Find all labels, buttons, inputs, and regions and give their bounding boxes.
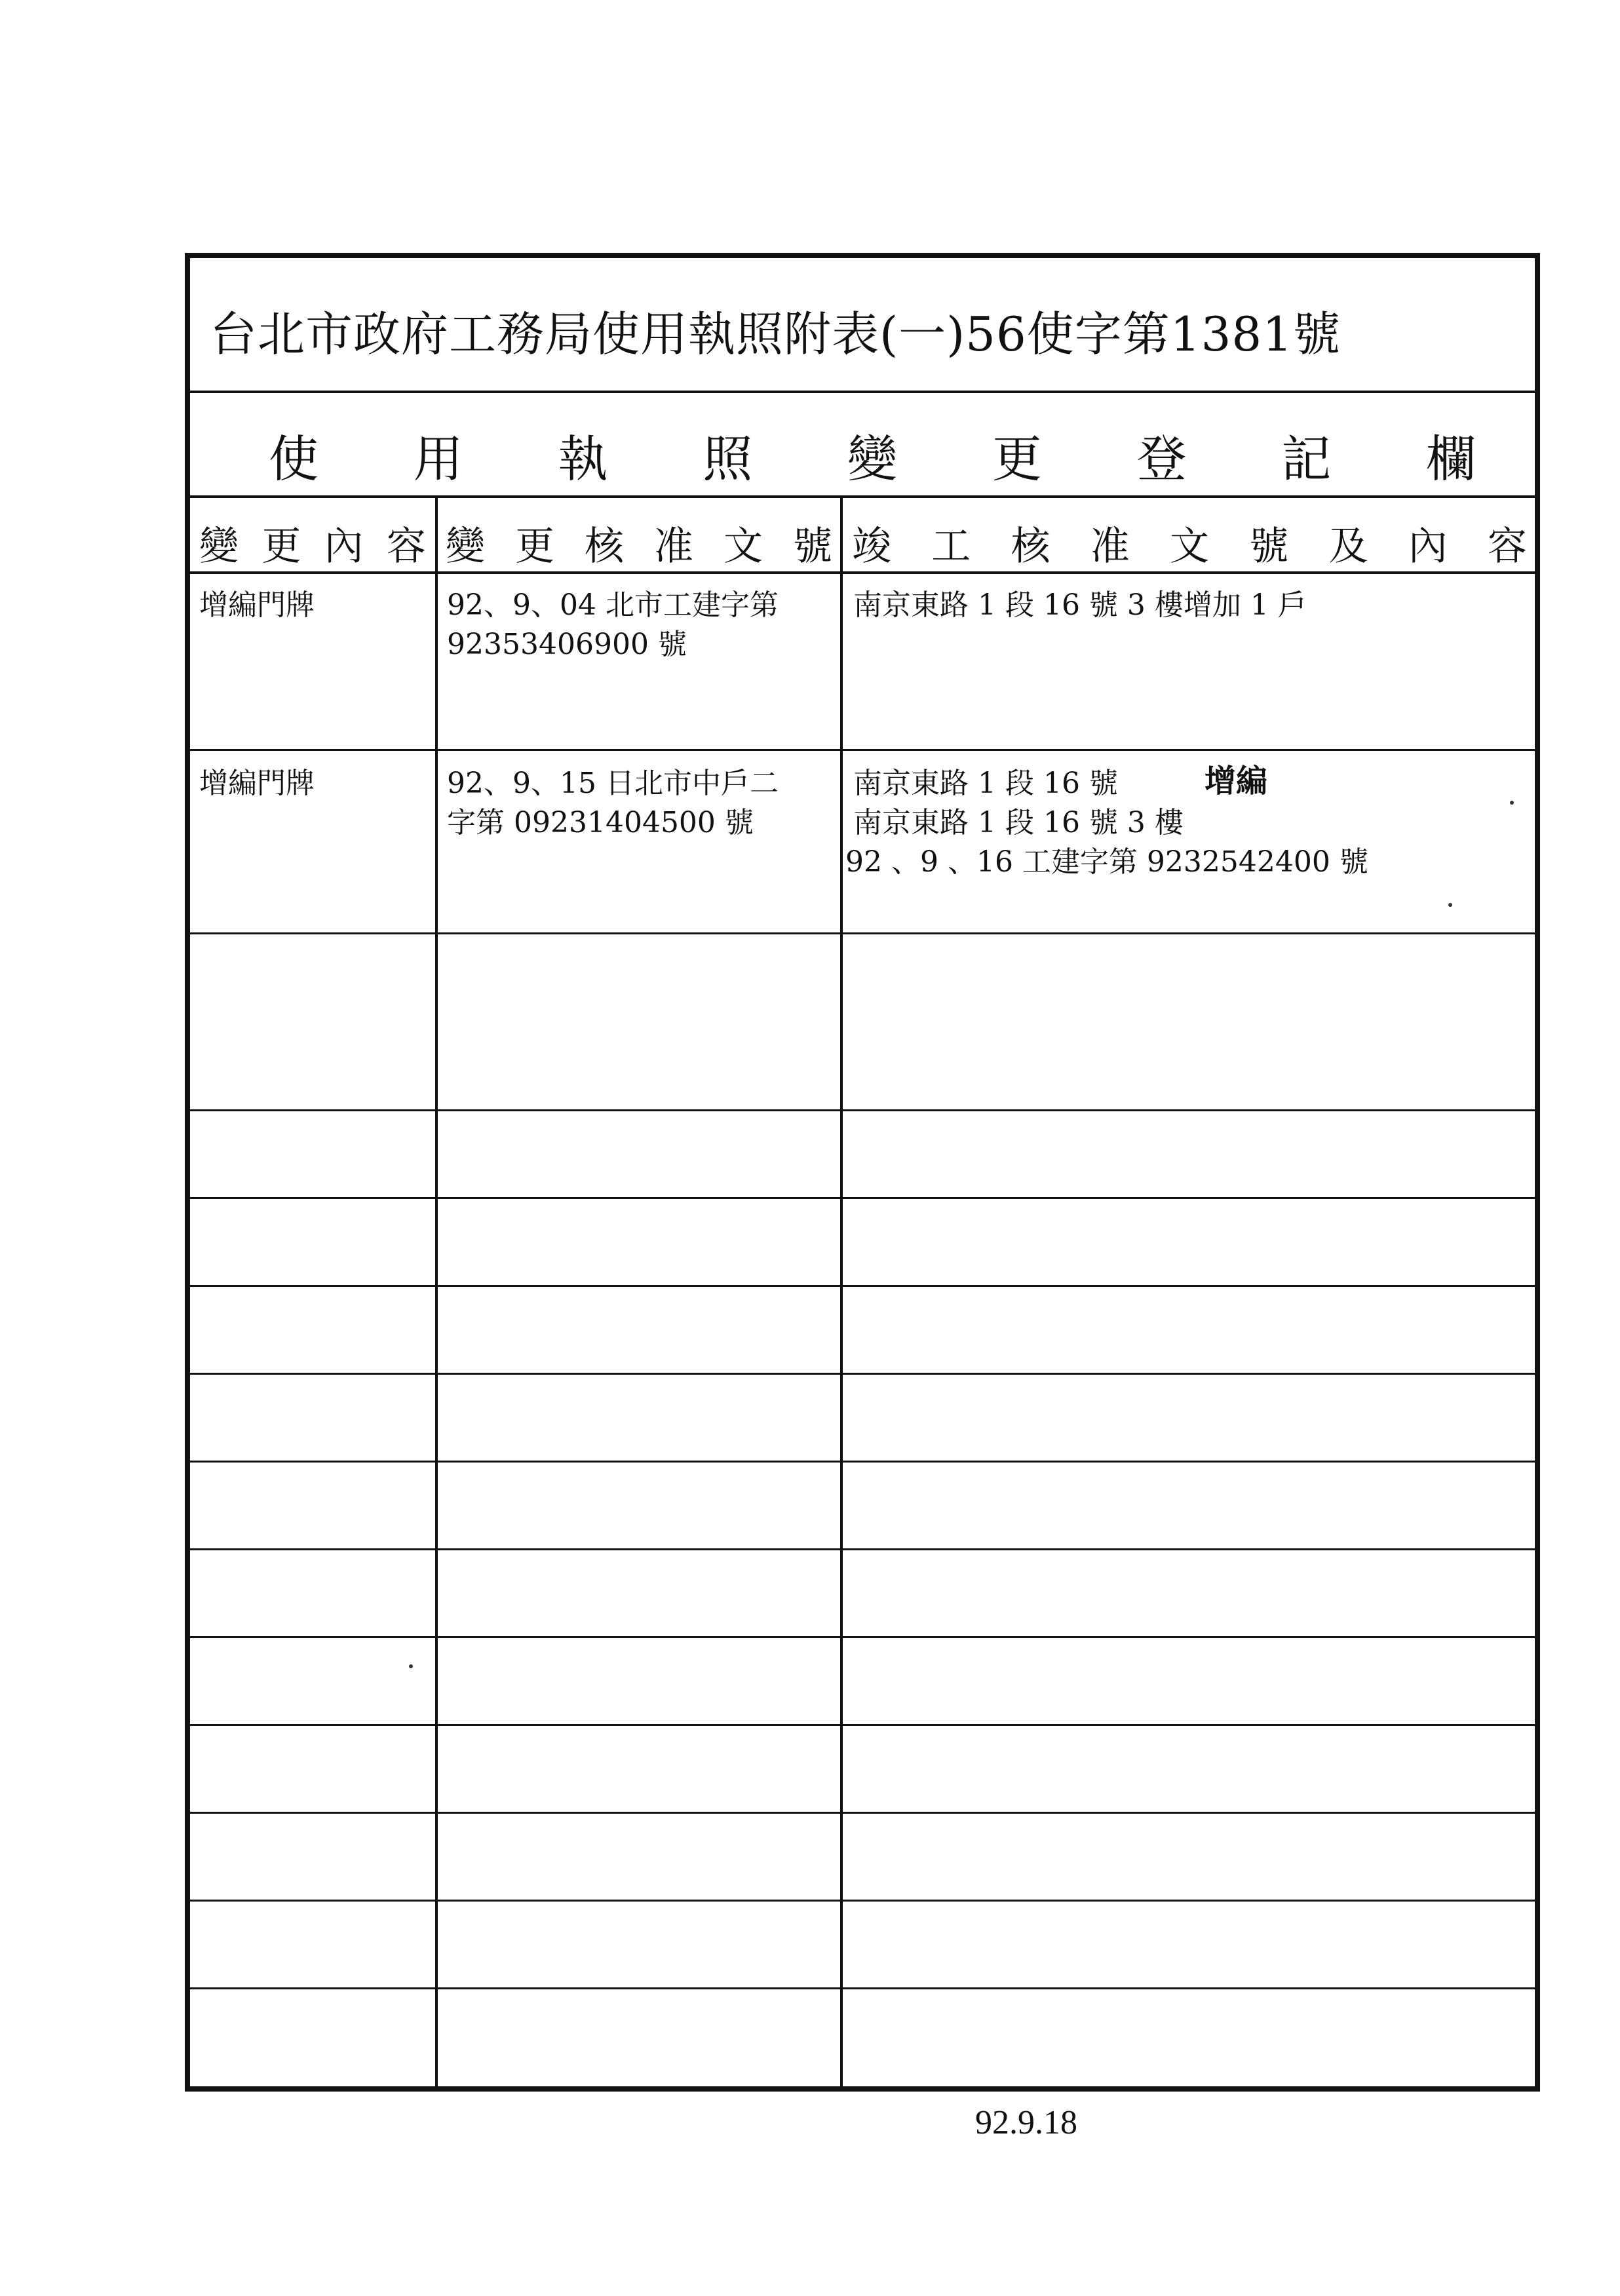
table-row bbox=[190, 934, 1535, 1111]
table-row bbox=[190, 1111, 1535, 1199]
table-row bbox=[190, 1199, 1535, 1287]
approval-number-line: 92、9、04 北市工建字第 bbox=[447, 588, 779, 622]
header-char: 准 bbox=[1090, 524, 1130, 569]
header-char: 文 bbox=[1170, 524, 1209, 569]
banner-char: 使 bbox=[269, 430, 318, 488]
banner-row bbox=[190, 393, 1535, 498]
column-divider bbox=[840, 498, 843, 2086]
banner-char: 照 bbox=[703, 430, 753, 488]
banner-char: 執 bbox=[558, 430, 608, 488]
completion-line: 92 、9 、16 工建字第 9232542400 號 bbox=[845, 845, 1368, 879]
table-row bbox=[190, 1814, 1535, 1902]
section-banner bbox=[269, 419, 1476, 491]
header-char: 號 bbox=[1249, 524, 1289, 569]
approval-number-line: 92、9、15 日北市中戶二 bbox=[447, 767, 779, 800]
title-row bbox=[190, 258, 1535, 393]
header-change-approval-no bbox=[446, 515, 832, 571]
approval-number-line: 字第 09231404500 號 bbox=[447, 806, 754, 839]
header-char: 工 bbox=[931, 524, 971, 569]
header-char: 准 bbox=[654, 524, 693, 569]
table-row bbox=[190, 1375, 1535, 1463]
header-completion-approval bbox=[852, 515, 1527, 571]
document-sheet bbox=[185, 253, 1540, 2092]
banner-char: 變 bbox=[847, 430, 897, 488]
header-char: 內 bbox=[324, 524, 364, 569]
scan-speck bbox=[409, 1664, 413, 1668]
table-row bbox=[190, 1463, 1535, 1550]
header-char: 更 bbox=[261, 524, 301, 569]
header-char: 及 bbox=[1328, 524, 1368, 569]
header-char: 核 bbox=[1011, 524, 1051, 569]
completion-line: 南京東路 1 段 16 號 3 樓 bbox=[853, 806, 1184, 839]
table-row bbox=[190, 1726, 1535, 1814]
header-char: 容 bbox=[386, 524, 426, 569]
header-char: 變 bbox=[446, 524, 485, 569]
header-char: 內 bbox=[1408, 524, 1448, 569]
banner-char: 欄 bbox=[1426, 430, 1476, 488]
completion-line: 南京東路 1 段 16 號 3 樓增加 1 戶 bbox=[853, 588, 1307, 622]
header-char: 文 bbox=[723, 524, 763, 569]
completion-emphasis: 增編 bbox=[1205, 763, 1268, 799]
banner-char: 記 bbox=[1281, 430, 1332, 488]
header-char: 號 bbox=[793, 524, 832, 569]
banner-char: 更 bbox=[992, 430, 1042, 488]
change-content-cell: 增編門牌 bbox=[199, 588, 315, 622]
banner-char: 登 bbox=[1136, 430, 1187, 488]
banner-char: 用 bbox=[413, 430, 463, 488]
table-row bbox=[190, 1550, 1535, 1638]
table-row bbox=[190, 1902, 1535, 1989]
header-char: 竣 bbox=[852, 524, 891, 569]
scan-speck bbox=[1448, 903, 1452, 907]
header-char: 更 bbox=[515, 524, 554, 569]
completion-line: 南京東路 1 段 16 號 bbox=[853, 767, 1118, 800]
footer-date: 92.9.18 bbox=[975, 2104, 1077, 2141]
header-change-content bbox=[199, 515, 426, 571]
change-content-cell: 增編門牌 bbox=[199, 767, 315, 800]
table-row bbox=[190, 1989, 1535, 2080]
header-char: 變 bbox=[199, 524, 239, 569]
table-row bbox=[190, 1638, 1535, 1726]
scan-speck bbox=[1510, 801, 1514, 805]
table-row bbox=[190, 1287, 1535, 1375]
register-table bbox=[190, 498, 1535, 2086]
header-char: 核 bbox=[585, 524, 624, 569]
document-title: 台北市政府工務局使用執照附表(一)56使字第1381號 bbox=[210, 307, 1341, 362]
header-char: 容 bbox=[1488, 524, 1527, 569]
column-divider bbox=[435, 498, 438, 2086]
approval-number-line: 92353406900 號 bbox=[447, 628, 687, 661]
